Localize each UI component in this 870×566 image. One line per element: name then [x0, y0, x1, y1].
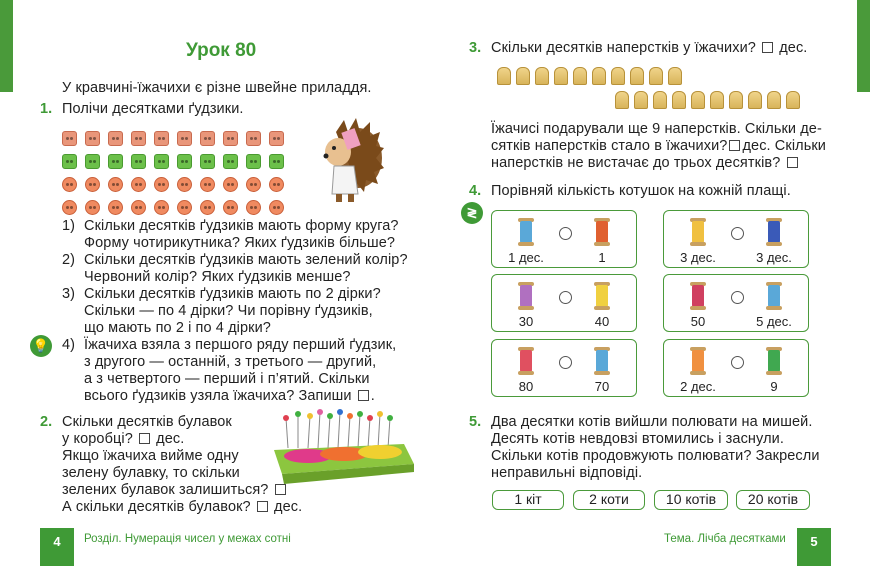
spool-left [692, 218, 704, 246]
task5-line4: неправильні відповіді. [491, 465, 643, 481]
spool-left [520, 282, 532, 310]
lesson-title: Урок 80 [186, 40, 257, 61]
task3-line2 [491, 138, 826, 155]
q4-line1: Їжачиха взяла з першого ряду перший ґудзик, [84, 337, 397, 353]
compare-circle[interactable] [731, 227, 744, 240]
answer-option-2[interactable]: 2 коти [573, 490, 645, 510]
q4-line4-text: всього ґудзиків узяла їжачиха? Запиши [84, 388, 352, 404]
pair-left-label: 80 [518, 379, 534, 394]
task2-line2-text: у коробці? [62, 431, 133, 447]
answer-box[interactable] [358, 390, 369, 401]
task3-prompt-line [491, 40, 807, 57]
spool-pair-2 [663, 210, 809, 268]
spool-pair-6 [663, 339, 809, 397]
task2-unit2: дес. [274, 499, 303, 515]
q2-line2: Червоний колір? Яких ґудзиків менше? [84, 269, 351, 285]
answer-box[interactable] [257, 501, 268, 512]
edge-tab-right [857, 0, 870, 92]
q1-num: 1) [62, 218, 76, 234]
task2-number: 2. [40, 414, 53, 430]
q4-num: 4) [62, 337, 76, 353]
compare-circle[interactable] [731, 291, 744, 304]
pair-left-label: 3 дес. [680, 250, 716, 265]
spool-right [596, 282, 608, 310]
task2-line3: Якщо їжачиха вийме одну [62, 448, 239, 464]
q1-line2: Форму чотирикутника? Яких ґудзиків більше? [84, 235, 396, 251]
task5-line1: Два десятки котів вийшли полювати на мишей. [491, 414, 813, 430]
task3-line2-tail: дес. Скільки [742, 138, 826, 154]
task4-prompt: Порівняй кількість котушок на кожній плащі. [491, 183, 791, 199]
lightbulb-icon: 💡 [30, 335, 52, 357]
task3-line1: Їжачисі подарували ще 9 наперстків. Скільки де- [491, 121, 822, 137]
buttons-grid [62, 131, 284, 223]
pair-right-label: 40 [594, 314, 610, 329]
answer-option-3[interactable]: 10 котів [654, 490, 728, 510]
spool-left [520, 218, 532, 246]
task5-line2: Десять котів невдовзі втомились і заснули. [491, 431, 784, 447]
task3-number: 3. [469, 40, 482, 56]
compare-circle[interactable] [559, 356, 572, 369]
task1-number: 1. [40, 101, 53, 117]
pair-right-label: 3 дес. [756, 250, 792, 265]
pins-tray-illustration [268, 408, 416, 486]
answer-box[interactable] [762, 42, 773, 53]
spool-right [596, 347, 608, 375]
q3-line2: Скільки — по 4 дірки? Чи порівну ґудзиків, [84, 303, 373, 319]
task2-line6 [62, 499, 302, 516]
q1-line1: Скільки десятків ґудзиків мають форму круга? [84, 218, 399, 234]
task2-line5-text: зелених булавок залишиться? [62, 482, 269, 498]
q3-line1: Скільки десятків ґудзиків мають по 2 дірки? [84, 286, 381, 302]
thimbles-row-1 [497, 67, 682, 85]
spool-pair-3 [491, 274, 637, 332]
answer-box[interactable] [729, 140, 740, 151]
buttons-row-4 [62, 200, 284, 215]
task3-line2-text: сятків наперстків стало в їжачихи? [491, 138, 728, 154]
spool-right [768, 347, 780, 375]
pair-right-label: 5 дес. [756, 314, 792, 329]
compare-circle[interactable] [559, 291, 572, 304]
spool-left [692, 347, 704, 375]
q2-line1: Скільки десятків ґудзиків мають зелений колір? [84, 252, 408, 268]
task3-line3-text: наперстків не вистачає до трьох десятків? [491, 155, 781, 171]
spool-pair-4 [663, 274, 809, 332]
task2-line6-text: А скільки десятків булавок? [62, 499, 251, 515]
task5-number: 5. [469, 414, 482, 430]
buttons-row-1 [62, 131, 284, 146]
pair-left-label: 2 дес. [680, 379, 716, 394]
hedgehog-illustration [314, 118, 384, 204]
q3-line3: що мають по 2 і по 4 дірки? [84, 320, 271, 336]
spool-right [768, 282, 780, 310]
pair-right-label: 70 [594, 379, 610, 394]
pair-right-label: 1 [598, 250, 606, 265]
q4-line4: всього ґудзиків узяла їжачиха? Запиши . [84, 388, 375, 404]
answer-box[interactable] [787, 157, 798, 168]
task3-unit: дес. [779, 40, 808, 56]
task1-prompt: Полічи десятками ґудзики. [62, 101, 244, 117]
page-number-right: 5 [797, 528, 831, 566]
q2-num: 2) [62, 252, 76, 268]
compare-icon: ≷ [461, 202, 483, 224]
pair-right-label: 9 [770, 379, 778, 394]
buttons-row-2 [62, 154, 284, 169]
pair-left-label: 30 [518, 314, 534, 329]
q4-line2: з другого — останній, з третього — другий, [84, 354, 377, 370]
compare-circle[interactable] [559, 227, 572, 240]
task3-prompt: Скільки десятків наперстків у їжачихи? [491, 40, 756, 56]
spool-pair-1 [491, 210, 637, 268]
task3-line3 [491, 155, 800, 172]
spool-right [768, 218, 780, 246]
right-page [435, 0, 870, 566]
footer-topic-text: Тема. Лічба десятками [664, 533, 786, 545]
task5-line3: Скільки котів продовжують полювати? Закресли [491, 448, 820, 464]
thimbles-row-2 [615, 91, 800, 109]
buttons-row-3 [62, 177, 284, 192]
pair-left-label: 50 [690, 314, 706, 329]
answer-box[interactable] [139, 433, 150, 444]
answer-option-4[interactable]: 20 котів [736, 490, 810, 510]
intro-text: У кравчині-їжачихи є різне швейне приладдя. [62, 80, 372, 96]
task2-line4: зелену булавку, то скільки [62, 465, 240, 481]
edge-tab-left [0, 0, 13, 92]
task2-line1: Скільки десятків булавок [62, 414, 232, 430]
spool-left [692, 282, 704, 310]
spool-right [596, 218, 608, 246]
footer-section-text: Розділ. Нумерація чисел у межах сотні [84, 533, 291, 545]
task2-line5 [62, 482, 288, 499]
task2-unit: дес. [156, 431, 185, 447]
spool-left [520, 347, 532, 375]
page-number-left: 4 [40, 528, 74, 566]
spool-pair-5 [491, 339, 637, 397]
pair-left-label: 1 дес. [508, 250, 544, 265]
answer-option-1[interactable]: 1 кіт [492, 490, 564, 510]
q4-line3: а з четвертого — перший і п’ятий. Скільки [84, 371, 370, 387]
q3-num: 3) [62, 286, 76, 302]
task4-number: 4. [469, 183, 482, 199]
compare-circle[interactable] [731, 356, 744, 369]
task2-line2 [62, 431, 184, 448]
